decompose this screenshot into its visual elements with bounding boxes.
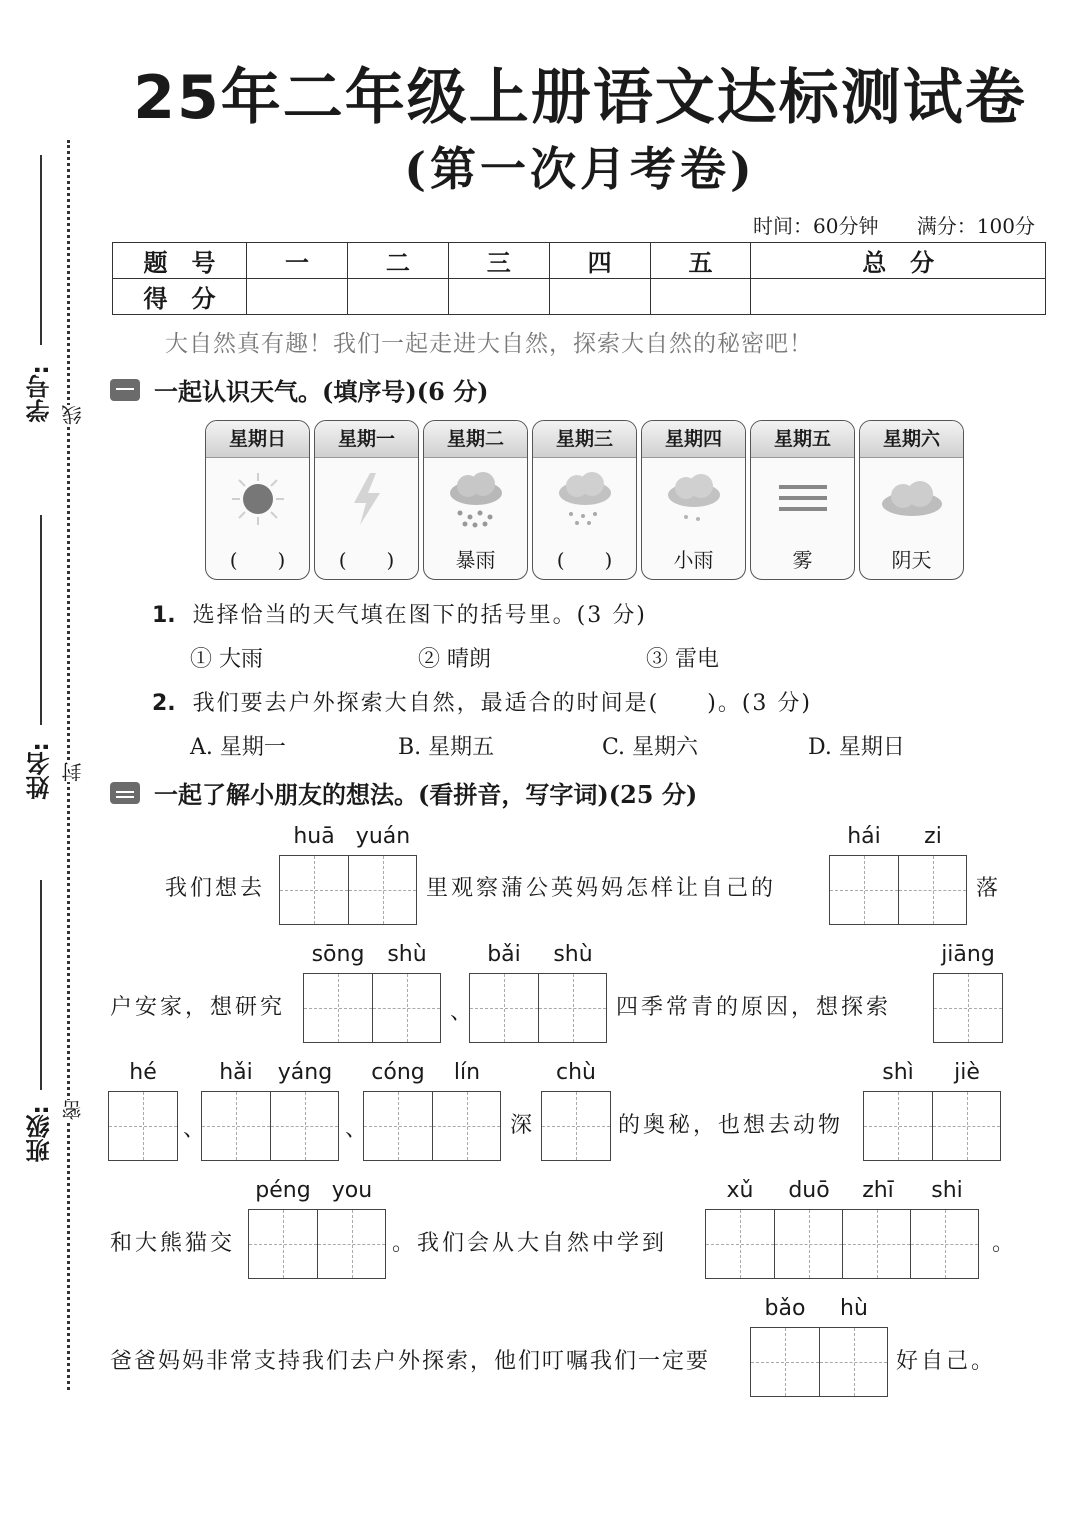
writing-box-baishu[interactable] xyxy=(469,973,607,1043)
section2-heading-text: 一起了解小朋友的想法。(看拼音，写字词)(25 分) xyxy=(154,780,698,809)
pinyin: shù xyxy=(553,942,593,967)
writing-box-pengyou[interactable] xyxy=(248,1209,386,1279)
q2-option-b[interactable]: B. 星期五 xyxy=(398,735,495,760)
pinyin: hù xyxy=(840,1296,868,1321)
passage-text: 和大熊猫交 xyxy=(110,1231,236,1256)
question-text: 选择恰当的天气填在图下的括号里。(3 分) xyxy=(192,603,647,628)
weather-day: 星期三 xyxy=(533,421,636,458)
rain-icon xyxy=(533,458,636,540)
pinyin: shi xyxy=(931,1178,963,1203)
heavy-rain-icon xyxy=(424,458,527,540)
passage-text: 、 xyxy=(183,1117,209,1142)
pinyin: bǎo xyxy=(764,1296,806,1321)
intro-text: 大自然真有趣！我们一起走进大自然，探索大自然的秘密吧！ xyxy=(165,331,813,357)
weather-answer[interactable]: ( ) xyxy=(229,548,286,572)
q2-option-c[interactable]: C. 星期六 xyxy=(602,735,699,760)
writing-box-jiang[interactable] xyxy=(933,973,1003,1043)
passage-text: 。 xyxy=(992,1231,1018,1256)
weather-card-monday xyxy=(314,420,419,580)
writing-box-huayuan[interactable] xyxy=(279,855,417,925)
q1-option: ③ 雷电 xyxy=(646,647,719,672)
pinyin: sōng xyxy=(311,942,365,967)
weather-answer[interactable]: ( ) xyxy=(556,548,613,572)
score-input-cell[interactable] xyxy=(751,279,1046,315)
pinyin: jiè xyxy=(954,1060,980,1085)
section2-heading xyxy=(110,775,697,810)
passage-text: 、 xyxy=(450,1000,476,1025)
id-label: 学号: xyxy=(26,365,54,423)
score-input-cell[interactable] xyxy=(448,279,549,315)
weather-day: 星期二 xyxy=(424,421,527,458)
pinyin: zi xyxy=(924,824,942,849)
fog-icon xyxy=(751,458,854,540)
passage-text: 、 xyxy=(345,1117,371,1142)
pinyin: duō xyxy=(788,1178,830,1203)
writing-box-baohu[interactable] xyxy=(750,1327,888,1397)
exam-meta xyxy=(721,210,1035,239)
writing-box-songshu[interactable] xyxy=(303,973,441,1043)
weather-cards xyxy=(205,420,964,580)
exam-full-score: 满分：100分 xyxy=(916,214,1035,238)
passage-text: 里观察蒲公英妈妈怎样让自己的 xyxy=(426,876,777,901)
writing-box-shijie[interactable] xyxy=(863,1091,1001,1161)
writing-box-chu[interactable] xyxy=(541,1091,611,1161)
exam-time: 时间：60分钟 xyxy=(753,214,879,238)
weather-day: 星期六 xyxy=(860,421,963,458)
passage-text: 爸爸妈妈非常支持我们去户外探索，他们叮嘱我们一定要 xyxy=(110,1349,711,1374)
writing-box-haiyang[interactable] xyxy=(201,1091,339,1161)
passage-text: 四季常青的原因，想探索 xyxy=(616,995,892,1020)
cloud-icon xyxy=(860,458,963,540)
weather-day: 星期日 xyxy=(206,421,309,458)
question-1 xyxy=(152,598,647,629)
pinyin: huā xyxy=(293,824,335,849)
score-table-header-row xyxy=(113,243,1046,279)
section-two-icon xyxy=(110,782,140,804)
score-row-label: 得 分 xyxy=(113,279,247,315)
pinyin: hǎi xyxy=(219,1060,253,1085)
line-label: 线 xyxy=(58,405,87,425)
pinyin: cóng xyxy=(371,1060,425,1085)
pinyin: shì xyxy=(882,1060,914,1085)
score-table xyxy=(112,242,1046,315)
pinyin: bǎi xyxy=(487,942,521,967)
score-input-cell[interactable] xyxy=(549,279,650,315)
weather-card-wednesday xyxy=(532,420,637,580)
section1-heading xyxy=(110,372,488,407)
sun-icon xyxy=(206,458,309,540)
score-cell: 一 xyxy=(247,243,348,279)
pinyin: jiāng xyxy=(941,942,995,967)
passage-text: 户安家，想研究 xyxy=(110,995,286,1020)
passage-text: 。我们会从大自然中学到 xyxy=(392,1231,668,1256)
name-label: 姓名: xyxy=(26,742,54,800)
section-one-icon xyxy=(110,379,140,401)
q2-option-d[interactable]: D. 星期日 xyxy=(808,735,905,760)
q2-option-a[interactable]: A. 星期一 xyxy=(190,735,286,760)
score-input-cell[interactable] xyxy=(650,279,751,315)
weather-card-saturday xyxy=(859,420,964,580)
light-rain-icon xyxy=(642,458,745,540)
pinyin: hái xyxy=(847,824,881,849)
q1-option: ② 晴朗 xyxy=(418,647,491,672)
passage-text: 我们想去 xyxy=(165,876,266,901)
score-table-score-row xyxy=(113,279,1046,315)
weather-answer: 暴雨 xyxy=(455,548,496,572)
weather-card-thursday xyxy=(641,420,746,580)
weather-answer: 阴天 xyxy=(891,548,932,572)
pinyin: xǔ xyxy=(726,1178,754,1203)
writing-box-he[interactable] xyxy=(108,1091,178,1161)
weather-answer[interactable]: ( ) xyxy=(338,548,395,572)
passage-text: 好自己。 xyxy=(896,1349,997,1374)
question-number: 2. xyxy=(152,691,176,716)
lightning-icon xyxy=(315,458,418,540)
pinyin: chù xyxy=(556,1060,596,1085)
page-title: 25年二年级上册语文达标测试卷 xyxy=(133,63,1027,133)
weather-card-sunday xyxy=(205,420,310,580)
page-subtitle: (第一次月考卷) xyxy=(404,142,756,196)
weather-answer: 小雨 xyxy=(673,548,714,572)
pinyin: péng xyxy=(255,1178,311,1203)
id-underline xyxy=(40,155,42,345)
writing-box-conglin[interactable] xyxy=(363,1091,501,1161)
score-cell: 四 xyxy=(549,243,650,279)
pinyin: you xyxy=(331,1178,373,1203)
passage-text: 落 xyxy=(976,876,1002,901)
writing-box-haizi[interactable] xyxy=(829,855,967,925)
secret-label: 密 xyxy=(58,1100,87,1120)
weather-day: 星期四 xyxy=(642,421,745,458)
passage-text: 深 xyxy=(510,1113,536,1138)
pinyin: lín xyxy=(453,1060,481,1085)
name-underline xyxy=(40,515,42,725)
weather-day: 星期五 xyxy=(751,421,854,458)
question-text: 我们要去户外探索大自然，最适合的时间是( )。(3 分) xyxy=(192,691,812,716)
score-cell: 五 xyxy=(650,243,751,279)
weather-day: 星期一 xyxy=(315,421,418,458)
score-cell: 二 xyxy=(347,243,448,279)
class-label: 班级: xyxy=(26,1105,54,1163)
passage-text: 的奥秘，也想去动物 xyxy=(618,1113,844,1138)
section1-heading-text: 一起认识天气。(填序号)(6 分) xyxy=(154,377,489,406)
score-cell: 三 xyxy=(448,243,549,279)
pinyin: shù xyxy=(387,942,427,967)
score-cell: 总 分 xyxy=(751,243,1046,279)
score-cell: 题 号 xyxy=(113,243,247,279)
seal-label: 封 xyxy=(58,762,87,782)
weather-answer: 雾 xyxy=(792,548,813,572)
pinyin: hé xyxy=(129,1060,157,1085)
question-2 xyxy=(152,686,812,717)
writing-box-xuduozhishi[interactable] xyxy=(705,1209,979,1279)
pinyin: yuán xyxy=(355,824,411,849)
weather-card-friday xyxy=(750,420,855,580)
pinyin: zhī xyxy=(862,1178,894,1203)
score-input-cell[interactable] xyxy=(347,279,448,315)
weather-card-tuesday xyxy=(423,420,528,580)
class-underline xyxy=(40,880,42,1090)
q1-option: ① 大雨 xyxy=(190,647,263,672)
pinyin: yáng xyxy=(277,1060,333,1085)
question-number: 1. xyxy=(152,603,176,628)
score-input-cell[interactable] xyxy=(247,279,348,315)
